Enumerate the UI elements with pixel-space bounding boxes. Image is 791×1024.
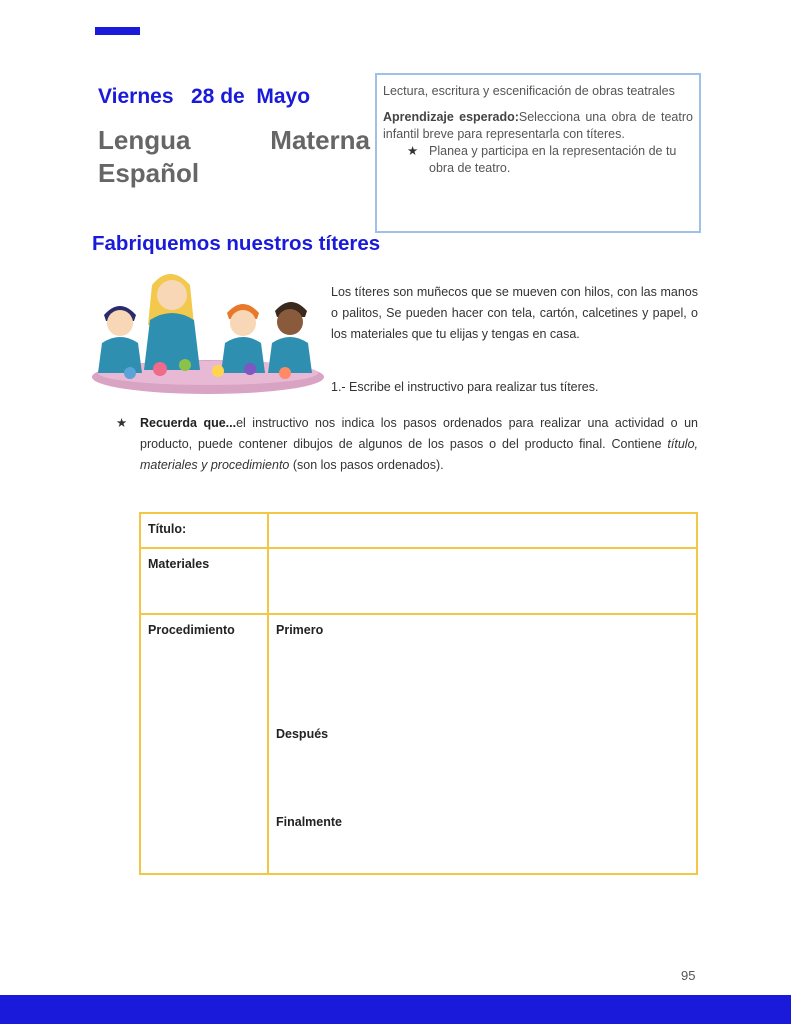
expected-learning <box>383 109 693 143</box>
reminder-text-2: (son los pasos ordenados). <box>289 458 444 472</box>
step-first-label: Primero <box>276 623 324 637</box>
table-row-title <box>140 513 697 548</box>
reminder-italic: título, materiales y procedimiento <box>140 437 698 472</box>
reminder-text-1: el instructivo nos indica los pasos ordenados para realizar una actividad o un producto, puede contener dibujos de algunos de los pasos o del producto final. Contiene <box>140 416 698 451</box>
section-title: Fabriquemos nuestros títeres <box>92 232 381 255</box>
instructions-table <box>139 512 698 875</box>
subject-title <box>98 124 370 190</box>
subject-word-espanol: Español <box>98 158 200 188</box>
title-answer-cell[interactable] <box>268 513 697 548</box>
subject-word-materna: Materna <box>270 125 370 155</box>
table-row-materials <box>140 548 697 614</box>
step-finally-label: Finalmente <box>276 815 342 829</box>
reminder-label: Recuerda que... <box>140 416 237 430</box>
reminder-note <box>116 413 698 476</box>
intro-paragraph: Los títeres son muñecos que se mueven con hilos, con las manos o palitos, Se pueden hacer con tela, cartón, calcetines y papel, o los materiales que tu elijas y tengas en casa. <box>331 285 698 341</box>
top-accent-bar <box>95 27 140 35</box>
children-making-puppets-illustration <box>90 265 325 400</box>
star-icon: ★ <box>116 416 128 430</box>
star-icon: ★ <box>407 144 419 158</box>
bottom-accent-bar <box>0 995 791 1024</box>
title-label: Título: <box>140 513 268 548</box>
table-row-procedure <box>140 614 697 874</box>
materials-label: Materiales <box>140 548 268 614</box>
step-1-instruction: 1.- Escribe el instructivo para realizar tus títeres. <box>331 380 599 394</box>
page-number: 95 <box>681 968 696 983</box>
learning-objective-box <box>375 73 701 233</box>
expected-text: Selecciona una obra de teatro infantil breve para representarla con títeres. <box>383 110 693 141</box>
expected-label: Aprendizaje esperado: <box>383 110 519 124</box>
subject-word-lengua: Lengua <box>98 125 191 155</box>
materials-answer-cell[interactable] <box>268 548 697 614</box>
topic-text: Lectura, escritura y escenificación de obras teatrales <box>383 84 675 98</box>
date-heading: Viernes 28 de Mayo <box>98 85 311 108</box>
step-after-label: Después <box>276 727 329 741</box>
procedure-label: Procedimiento <box>140 614 268 874</box>
objective-bullet-text: Planea y participa en la representación de tu obra de teatro. <box>429 144 677 175</box>
procedure-answer-cell[interactable] <box>268 614 697 874</box>
objective-bullet <box>407 143 693 177</box>
